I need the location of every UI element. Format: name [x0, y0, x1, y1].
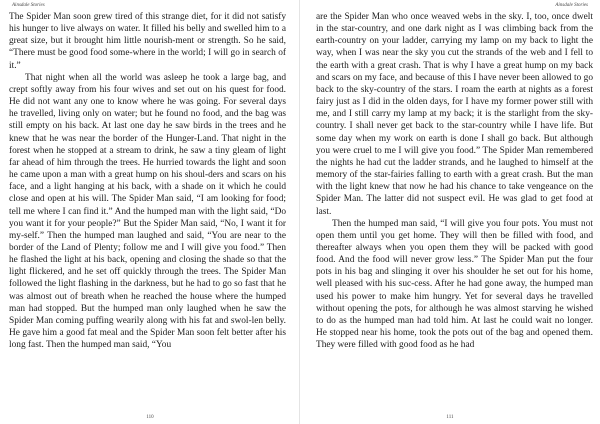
running-head-right: Ainsdale Stories [555, 3, 588, 8]
paragraph: The Spider Man soon grew tired of this strange diet, for it did not satisfy his hunger to live always on water. It filled his belly and swelled him to a great size, but it brought him little nourish-ment or strength. So he said, “There must be good food some-where in the world; I will go in search of it.” [9, 12, 286, 71]
paragraph: That night when all the world was asleep he took a large bag, and crept softly away from his four wives and set out on his quest for food. He did not want any one to know where he was going. For several days he travelled, living only on water; but he found no food, and the bag was still empty on his back. At last one day he saw birds in the trees and he knew that he was near the border of the Hunger-Land. That night in the forest when he stopped at a stream to drink, he saw a tiny gleam of light far ahead of him through the trees. He hurried towards the light and soon he came upon a man with a great hump on his shoul-ders and scars on his face, and a light hanging at his back, with a shade on it which he could close and open at his will. The Spider Man said, “I am looking for food; tell me where I can find it.” And the humped man with the light said, “Do you want it for your people?” But the Spider Man said, “No, I want it for my-self.” Then the humped man laughed and said, “You are near to the border of the Land of Plenty; follow me and I will give you food.” Then he flashed the light at his back, opening and closing the shade so that the light flickered, and he set off quickly through the trees. The Spider Man followed the light flashing in the darkness, but he had to go so fast that he was almost out of breath when he reached the house where the humped man had stopped. But the humped man only laughed when he saw the Spider Man coming puffing wearily along with his fat and swol-len belly. He gave him a good fat meal and the Spider Man soon felt better after his long fast. Then the humped man said, “You [9, 72, 286, 351]
left-page-body [9, 11, 286, 351]
right-page [300, 0, 600, 424]
right-page-body [316, 11, 593, 351]
page-number-right: 111 [446, 415, 454, 420]
paragraph: are the Spider Man who once weaved webs in the sky. I, too, once dwelt in the star-country, and one dark night as I was climbing back from the earth-country on your ladder, carrying my lamp on my back to light the way, when I was near the sky you cut the strands of the web and I fell to the earth with a great crash. That is why I have a great hump on my back and scars on my face, and because of this I have never been allowed to go back to the sky-country of the stars. I roam the earth at nights as a forest fairy just as I did in the olden days, for I have my former power still with me, and I still carry my lamp at my back; it is the starlight from the sky-country. I shall never get back to the star-country while I have life. But some day when my work on earth is done I shall go back. But although you were cruel to me I will give you food.” The Spider Man remembered the nights he had cut the ladder strands, and he laughed to himself at the memory of the star-fairies falling to earth with a great crash. But the man with the light knew that now he had his chance to take vengeance on the Spider Man. The latter did not suspect evil. He was glad to get food at last. [316, 12, 593, 217]
page-number-left: 110 [146, 415, 154, 420]
running-head-left: Ainsdale Stories [12, 3, 45, 8]
paragraph: Then the humped man said, “I will give you four pots. You must not open them until you get home. They will then be filled with food, and thereafter always when you open them they will be packed with good food. And the food will never grow less.” The Spider Man put the four pots in his bag and slinging it over his shoulder he set out for his home, well pleased with his suc-cess. After he had gone away, the humped man used his power to make him hungry. Yet for several days he travelled without opening the pots, for although he was almost starving he wished to do as the humped man had told him. At last he could wait no longer. He stopped near his home, took the pots out of the bag and opened them. They were filled with good food as he had [316, 218, 593, 351]
